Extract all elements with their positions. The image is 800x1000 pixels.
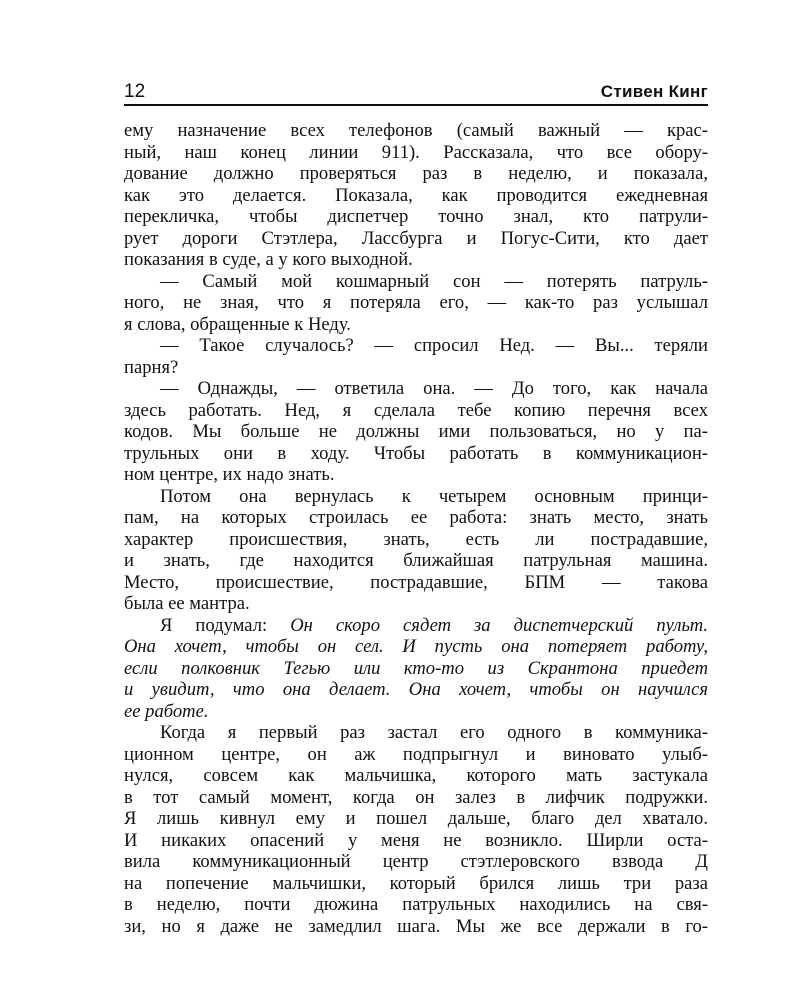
text-line: трульных они в ходу. Чтобы работать в коммуникацион- <box>124 442 708 464</box>
running-head-author: Стивен Кинг <box>600 82 708 101</box>
text-line: Место, происшествие, пострадавшие, БПМ — такова <box>124 571 708 593</box>
text-line: рует дороги Стэтлера, Лассбурга и Погус-Сити, кто дает <box>124 227 708 249</box>
text-line: вила коммуникационный центр стэтлеровского взвода Д <box>124 851 708 872</box>
text-line: характер происшествия, знать, есть ли пострадавшие, <box>124 528 708 550</box>
text-line: Я лишь кивнул ему и пошел дальше, благо дел хватало. <box>124 808 708 829</box>
text-line: — Однажды, — ответила она. — До того, как начала <box>160 378 708 399</box>
text-line: Она хочет, чтобы он сел. И пусть она потеряет работу, <box>124 636 708 657</box>
text-line: ее работе. <box>124 700 209 722</box>
text-line: нулся, совсем как мальчишка, которого мать застукала <box>124 765 708 786</box>
text-line-lead: Я подумал: <box>160 614 291 636</box>
text-line: — Такое случалось? — спросил Нед. — Вы... теряли <box>160 335 708 356</box>
text-line: зи, но я даже не замедлил шага. Мы же все держали в го- <box>124 915 708 937</box>
book-page <box>124 76 708 937</box>
text-line: парня? <box>124 356 179 378</box>
text-line: Потом она вернулась к четырем основным принци- <box>160 485 708 507</box>
text-line: в тот самый момент, когда он залез в лифчик подружки. <box>124 786 708 808</box>
text-line: ном центре, их надо знать. <box>124 464 335 485</box>
text-line: была ее мантра. <box>124 593 250 614</box>
text-line <box>124 615 708 637</box>
page-number: 12 <box>124 81 146 102</box>
text-line: ный, наш конец линии 911). Рассказала, что все обору- <box>124 141 708 163</box>
text-line: ему назначение всех телефонов (самый важный — крас- <box>124 120 708 141</box>
text-line: я слова, обращенные к Неду. <box>124 313 351 335</box>
text-line: на попечение мальчишки, который брился лишь три раза <box>124 872 708 894</box>
text-line: Когда я первый раз застал его одного в коммуника- <box>160 722 708 743</box>
text-line: здесь работать. Нед, я сделала тебе копию перечня всех <box>124 399 708 421</box>
text-line: как это делается. Показала, как проводится ежедневная <box>124 184 708 206</box>
text-line: дование должно проверяться раз в неделю, и показала, <box>124 163 708 184</box>
text-line: ного, не зная, что я потеряла его, — как-то раз услышал <box>124 292 708 313</box>
text-line: и увидит, что она делает. Она хочет, чтобы он научился <box>124 679 708 700</box>
text-line: И никаких опасений у меня не возникло. Ширли оста- <box>124 829 708 851</box>
text-line: пам, на которых строилась ее работа: знать место, знать <box>124 507 708 528</box>
text-line: если полковник Тегью или кто-то из Скрантона приедет <box>124 657 708 679</box>
text-line: показания в суде, а у кого выходной. <box>124 249 413 270</box>
text-line: в неделю, почти дюжина патрульных находились на свя- <box>124 894 708 915</box>
text-line: кодов. Мы больше не должны ими пользоваться, но у па- <box>124 421 708 442</box>
running-header <box>124 76 708 106</box>
body-text <box>124 120 708 937</box>
text-line: и знать, где находится ближайшая патрульная машина. <box>124 550 708 571</box>
text-line-italic: Он скоро сядет за диспетчерский пульт. <box>290 614 708 636</box>
text-line: — Самый мой кошмарный сон — потерять патруль- <box>160 270 708 292</box>
text-line: перекличка, чтобы диспетчер точно знал, кто патрули- <box>124 206 708 227</box>
text-line: ционном центре, он аж подпрыгнул и виновато улыб- <box>124 743 708 765</box>
